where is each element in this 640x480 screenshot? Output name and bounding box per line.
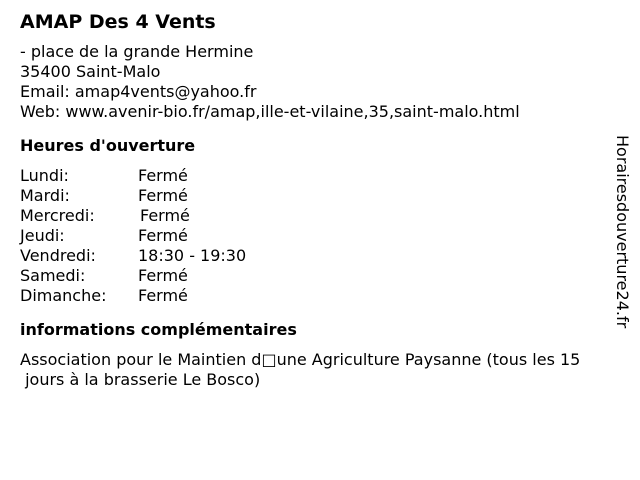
hours-row-sunday xyxy=(20,286,620,306)
street-address: - place de la grande Hermine xyxy=(20,42,254,61)
site-watermark xyxy=(612,135,632,345)
watermark-text: Horairesdouverture24.fr xyxy=(613,135,632,329)
hours-row-friday xyxy=(20,246,620,266)
hours-row-saturday xyxy=(20,266,620,286)
info-heading: informations complémentaires xyxy=(20,320,297,339)
hours-day: Jeudi: xyxy=(20,226,65,245)
hours-heading: Heures d'ouverture xyxy=(20,136,196,155)
hours-day: Lundi: xyxy=(20,166,69,185)
web-line: Web: www.avenir-bio.fr/amap,ille-et-vilaine,35,saint-malo.html xyxy=(20,102,520,121)
hours-day: Mercredi: xyxy=(20,206,95,225)
hours-row-monday xyxy=(20,166,620,186)
info-block xyxy=(20,350,620,390)
email-line: Email: amap4vents@yahoo.fr xyxy=(20,82,257,101)
hours-row-thursday xyxy=(20,226,620,246)
hours-day: Mardi: xyxy=(20,186,70,205)
hours-value: Fermé xyxy=(138,266,188,285)
hours-value: Fermé xyxy=(138,166,188,185)
address-block xyxy=(20,42,620,122)
hours-value: Fermé xyxy=(138,286,188,305)
hours-day: Dimanche: xyxy=(20,286,107,305)
info-text-line-1: Association pour le Maintien d□une Agriculture Paysanne (tous les 15 xyxy=(20,350,581,369)
city-line: 35400 Saint-Malo xyxy=(20,62,161,81)
hours-value: Fermé xyxy=(140,206,190,225)
hours-value: Fermé xyxy=(138,226,188,245)
hours-day: Vendredi: xyxy=(20,246,96,265)
hours-value: 18:30 - 19:30 xyxy=(138,246,247,265)
hours-table xyxy=(20,166,620,306)
hours-day: Samedi: xyxy=(20,266,86,285)
hours-value: Fermé xyxy=(138,186,188,205)
hours-row-tuesday xyxy=(20,186,620,206)
business-card xyxy=(20,10,620,390)
info-text-line-2: jours à la brasserie Le Bosco) xyxy=(20,370,261,389)
business-title: AMAP Des 4 Vents xyxy=(20,11,216,33)
hours-row-wednesday xyxy=(20,206,620,226)
